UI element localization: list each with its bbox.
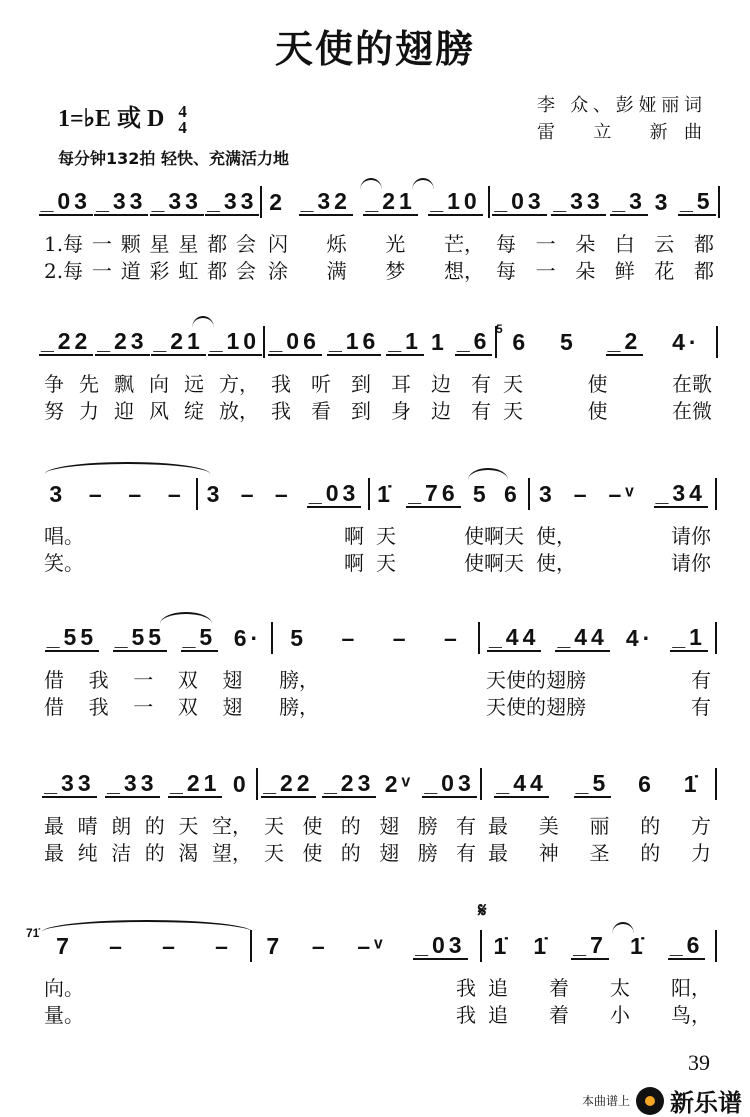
staff-system — [38, 322, 722, 423]
measure — [38, 478, 198, 510]
measure — [265, 326, 497, 358]
staff-system — [38, 478, 722, 574]
note: 7 — [266, 933, 284, 959]
lyrics-verse-1 — [38, 520, 722, 547]
note: 1̇ — [377, 481, 394, 507]
measure — [38, 768, 258, 800]
measure — [258, 768, 482, 800]
tie — [412, 178, 434, 190]
lyric-segment: 量。 — [44, 1003, 84, 1027]
note: 1̇ — [533, 933, 551, 959]
note: – — [341, 625, 359, 651]
lyric-segment: 涂 满 梦 想， — [268, 259, 484, 283]
measure — [38, 326, 265, 358]
note: _03 — [40, 188, 91, 214]
note: 3 — [538, 481, 556, 507]
note: – — [128, 481, 146, 507]
measure — [482, 768, 717, 800]
lyrics-verse-2 — [38, 395, 722, 422]
lyric-segment: 借 我 一 双 翅 — [44, 668, 243, 692]
lyric-segment: 膀， — [279, 695, 319, 719]
lyrics-verse-2 — [38, 691, 722, 718]
measure — [198, 478, 370, 510]
lyric-segment: 2.每 一 道 彩 虹 都 会 — [44, 259, 256, 283]
notes-row — [38, 326, 722, 358]
staff-system — [38, 186, 722, 282]
lyrics-verse-1 — [38, 228, 722, 255]
measure — [370, 478, 530, 510]
watermark-brand: 新乐谱 — [670, 1089, 742, 1117]
note: – — [443, 625, 461, 651]
lyric-segment: 天 使 的 翅 膀 有 — [264, 814, 476, 838]
note: 4· — [672, 329, 701, 355]
note: _33 — [44, 770, 95, 796]
lyric-segment: 每 一 朵 鲜 花 都 — [496, 259, 714, 283]
lyric-segment: 使， 请你 — [536, 524, 711, 548]
measure — [38, 186, 262, 218]
note: 5 — [290, 625, 308, 651]
notes-row — [38, 622, 722, 654]
credits — [537, 92, 702, 146]
lyrics-verse-1 — [38, 368, 722, 395]
key-signature — [58, 98, 187, 136]
measure — [497, 326, 718, 358]
note: _3 — [612, 188, 646, 214]
note: _22 — [40, 328, 92, 354]
lyric-segment: 每 一 朵 白 云 都 — [496, 232, 714, 256]
note: 1̇ — [629, 933, 647, 959]
note: _44 — [496, 770, 547, 796]
note: _1 — [388, 328, 422, 354]
note: 3 — [206, 481, 224, 507]
lyric-segment: 借 我 一 双 翅 — [44, 695, 243, 719]
note: _5 — [680, 188, 714, 214]
note: _23 — [97, 328, 148, 354]
grace-note: 5 — [496, 322, 503, 336]
note: 4· — [625, 625, 655, 651]
tie — [160, 612, 212, 624]
tie — [45, 462, 210, 474]
lyric-segment: 我 听 到 耳 边 有 — [271, 372, 491, 396]
key-text: 1=♭E 或 D — [58, 106, 165, 132]
lyric-segment: 争 先 飘 向 远 方， — [44, 372, 259, 396]
lyric-segment: 天使的翅膀 有 — [486, 695, 711, 719]
lyric-segment: 天 使 在微 — [503, 399, 712, 423]
note: – — [162, 933, 179, 959]
notes-row — [38, 478, 722, 510]
lyric-segment: 追 着 太 阳， — [488, 976, 711, 1000]
measure — [480, 622, 717, 654]
tie — [612, 922, 634, 934]
note: _44 — [557, 624, 608, 650]
song-title: 天使的翅膀 — [274, 27, 475, 71]
note: _22 — [263, 770, 314, 796]
note: 6· — [233, 625, 263, 651]
segno-sign: 𝄋 — [478, 900, 487, 922]
note: 6 — [512, 329, 530, 355]
time-sig-bottom: 4 — [178, 118, 187, 138]
note: _34 — [655, 480, 706, 506]
note: _2 — [607, 328, 642, 354]
note: – — [573, 481, 591, 507]
note: _1 — [672, 624, 706, 650]
note: 1̇ — [683, 771, 701, 797]
note: 6 — [504, 481, 521, 507]
note: 7 — [56, 933, 73, 959]
lyrics-verse-2 — [38, 837, 722, 864]
note: – — [167, 481, 185, 507]
lyric-segment: 1.每 一 颗 星 星 都 会 — [44, 232, 256, 256]
record-disc-icon — [636, 1087, 664, 1115]
lyrics-verse-1 — [38, 810, 722, 837]
note: _16 — [328, 328, 380, 354]
note: _55 — [46, 624, 98, 650]
note: – — [215, 933, 232, 959]
lyric-segment: 最 纯 洁 的 渴 望， — [44, 841, 252, 865]
note: _21 — [365, 188, 416, 214]
lyric-segment: 唱。 — [44, 524, 84, 548]
measure — [530, 478, 717, 510]
note: 3 — [49, 481, 67, 507]
note: _06 — [269, 328, 320, 354]
lyric-segment: 啊 — [344, 551, 364, 575]
note: – — [240, 481, 258, 507]
lyric-segment: 天 使啊天 — [376, 524, 524, 548]
note: 5 — [560, 329, 577, 355]
note: 1̇ — [493, 933, 511, 959]
note: _5 — [575, 770, 610, 796]
note: _6 — [669, 932, 704, 958]
lyrics-verse-1 — [38, 972, 722, 999]
note: –ᵛ — [357, 933, 387, 959]
tempo-marking: 每分钟132拍 轻快、充满活力地 — [58, 149, 289, 168]
note: – — [88, 481, 106, 507]
grace-note: 71̇ — [26, 926, 40, 940]
lyric-segment: 努 力 迎 风 绽 放， — [44, 399, 259, 423]
note: 0 — [232, 771, 250, 797]
lyrics-verse-2 — [38, 547, 722, 574]
lyric-segment: 啊 — [344, 524, 364, 548]
note: _33 — [553, 188, 604, 214]
note: – — [109, 933, 126, 959]
note: – — [274, 481, 292, 507]
lyric-segment: 闪 烁 光 芒， — [268, 232, 484, 256]
note: _55 — [114, 624, 166, 650]
lyric-segment: 天 使 在歌 — [503, 372, 712, 396]
lyrics-verse-2 — [38, 999, 722, 1026]
lyrics-verse-2 — [38, 255, 722, 282]
note: – — [392, 625, 410, 651]
lyric-segment: 我 看 到 身 边 有 — [271, 399, 491, 423]
lyric-segment: 笑。 — [44, 551, 84, 575]
lyric-segment: 我 — [456, 976, 476, 1000]
tie — [360, 178, 382, 190]
note: _33 — [151, 188, 202, 214]
note: _5 — [182, 624, 217, 650]
note: _10 — [209, 328, 261, 354]
lyricists: 李 众、彭娅丽词 — [537, 95, 702, 116]
note: 6 — [638, 771, 655, 797]
lyric-segment: 使， 请你 — [536, 551, 711, 575]
note: 5 — [472, 481, 490, 507]
note: 2 — [269, 189, 287, 215]
note: _21 — [153, 328, 204, 354]
note: _03 — [494, 188, 545, 214]
lyric-segment: 最 美 丽 的 方 — [488, 814, 711, 838]
lyric-segment: 追 着 小 鸟， — [488, 1003, 711, 1027]
staff-system — [38, 768, 722, 864]
note: _10 — [430, 188, 481, 214]
watermark-text: 本曲谱上 — [581, 1094, 630, 1108]
measure — [38, 930, 252, 962]
note: _44 — [489, 624, 540, 650]
note: 2ᵛ — [384, 771, 414, 797]
notes-row — [38, 930, 722, 962]
composer: 雷 立 新曲 — [537, 122, 702, 143]
measure — [273, 622, 480, 654]
note: _33 — [207, 188, 258, 214]
note: _7 — [573, 932, 607, 958]
measure — [252, 930, 482, 962]
lyrics-verse-1 — [38, 664, 722, 691]
note: _03 — [308, 480, 360, 506]
tie — [468, 468, 508, 480]
measure — [482, 930, 717, 962]
note: _21 — [170, 770, 221, 796]
lyric-segment: 最 神 圣 的 力 — [488, 841, 711, 865]
note: _03 — [415, 932, 466, 958]
note: _23 — [324, 770, 375, 796]
lyric-segment: 天使的翅膀 有 — [486, 668, 711, 692]
note: 1 — [431, 329, 448, 355]
lyric-segment: 天 使啊天 — [376, 551, 524, 575]
lyric-segment: 向。 — [44, 976, 84, 1000]
tie — [42, 920, 252, 932]
note: _32 — [300, 188, 351, 214]
lyric-segment: 最 晴 朗 的 天 空， — [44, 814, 252, 838]
measure — [490, 186, 720, 218]
note: _76 — [408, 480, 459, 506]
watermark — [582, 1083, 742, 1117]
note: 3 — [654, 189, 672, 215]
page-number: 39 — [688, 1050, 710, 1075]
measure — [262, 186, 490, 218]
note: _6 — [456, 328, 491, 354]
note: _33 — [96, 188, 147, 214]
lyric-segment: 膀， — [279, 668, 319, 692]
time-signature — [178, 104, 187, 136]
note: – — [311, 933, 329, 959]
staff-system — [26, 900, 722, 1027]
note: –ᵛ — [608, 481, 638, 507]
time-sig-top: 4 — [178, 102, 187, 122]
note: _33 — [107, 770, 158, 796]
tie — [192, 316, 214, 328]
notes-row — [38, 186, 722, 218]
lyric-segment: 天 使 的 翅 膀 有 — [264, 841, 476, 865]
notes-row — [38, 768, 722, 800]
measure — [38, 622, 273, 654]
lyric-segment: 我 — [456, 1003, 476, 1027]
staff-system — [38, 622, 722, 718]
note: _03 — [424, 770, 475, 796]
